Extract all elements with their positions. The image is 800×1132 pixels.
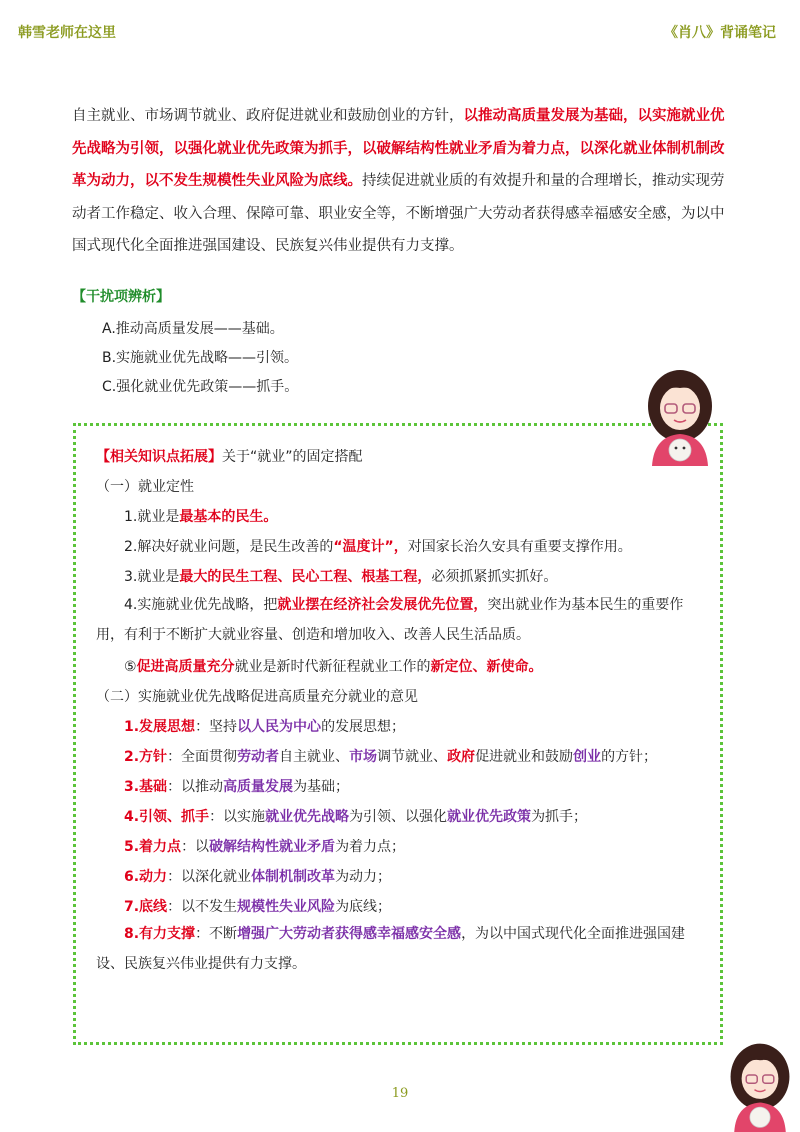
- distractor-option-b: B.实施就业优先战略——引领。: [102, 350, 299, 366]
- fact-3-highlight: 最大的民生工程、民心工程、根基工程，: [179, 569, 432, 585]
- opinion-7-label: 7.底线: [124, 899, 168, 915]
- fact-2-text-end: 对国家长治久安具有重要支撑作用。: [407, 539, 632, 555]
- opinion-7-key: 规模性失业风险: [237, 899, 336, 915]
- fact-1-text: 1.就业是: [124, 509, 180, 525]
- opinion-2-text-5: 的方针；: [601, 749, 658, 765]
- section-1-heading: （一）就业定性: [96, 479, 194, 495]
- opinion-8-label: 8.有力支撑: [124, 926, 196, 942]
- box-tag: 【相关知识点拓展】: [96, 449, 222, 465]
- opinion-2-key-3: 政府: [447, 749, 476, 765]
- opinion-4-text-3: 为抓手；: [531, 809, 588, 825]
- opinion-8: [96, 919, 708, 979]
- header-right-title: 《肖八》背诵笔记: [664, 25, 776, 41]
- teacher-avatar-icon: [640, 366, 720, 466]
- intro-text-1: 自主就业、市场调节就业、政府促进就业和鼓励创业的方针，: [72, 108, 464, 124]
- fact-3-text: 3.就业是: [124, 569, 180, 585]
- header-left-title: 韩雪老师在这里: [18, 25, 116, 41]
- fact-4: [96, 590, 708, 650]
- fact-4-highlight: 就业摆在经济社会发展优先位置，: [277, 597, 488, 613]
- opinion-7-text: ：以不发生: [167, 899, 238, 915]
- opinion-7-text-end: 为底线；: [335, 899, 392, 915]
- fact-1-highlight: 最基本的民生。: [179, 509, 278, 525]
- fact-1: [124, 506, 277, 526]
- opinion-8-key: 增强广大劳动者获得感幸福感安全感: [237, 926, 462, 942]
- intro-text-2: 持续促进就业质的有效提升和量的合理增长，推动实现劳动者工作稳定、收入合理、保障可靠、职业安全等，不断增强广大劳动者获得感幸福感安全感，为以中国式现代化全面推进强国建设、民族复兴伟业提供有力支撑。: [72, 173, 725, 254]
- fact-5-highlight-1: 促进高质量充分: [136, 659, 235, 675]
- fact-5: [124, 656, 543, 676]
- box-title: [96, 446, 363, 466]
- fact-5-number: ⑤: [124, 659, 137, 675]
- distractor-option-a: A.推动高质量发展——基础。: [102, 321, 284, 337]
- intro-highlight: 以推动高质量发展为基础，以实施就业优先战略为引领，以强化就业优先政策为抓手，以破解结构性就业矛盾为着力点，以深化就业体制机制改革为动力，以不发生规模性失业风险为底线。: [72, 108, 725, 189]
- distractor-title: 【干扰项辨析】: [72, 289, 170, 305]
- opinion-6-key: 体制机制改革: [251, 869, 336, 885]
- intro-paragraph: [72, 100, 738, 263]
- opinion-1-key: 以人民为中心: [237, 719, 322, 735]
- page-number: 19: [391, 1086, 409, 1101]
- opinion-5-text: ：以: [181, 839, 210, 855]
- opinion-6-text: ：以深化就业: [167, 869, 252, 885]
- opinion-4: [124, 806, 587, 826]
- fact-4-text-end: 突出就业作为基本民生的重要作用，有利于不断扩大就业容量、创造和增加收入、改善人民生活品质。: [96, 597, 684, 643]
- section-2-heading: （二）实施就业优先战略促进高质量充分就业的意见: [96, 689, 418, 705]
- opinion-3-text-end: 为基础；: [293, 779, 350, 795]
- opinion-7: [124, 896, 391, 916]
- opinion-6-label: 6.动力: [124, 869, 168, 885]
- opinion-2-label: 2.方针: [124, 749, 168, 765]
- opinion-1-text-end: 的发展思想；: [321, 719, 406, 735]
- opinion-4-text-2: 为引领、以强化: [349, 809, 448, 825]
- opinion-8-text: ：不断: [195, 926, 238, 942]
- opinion-6-text-end: 为动力；: [335, 869, 392, 885]
- box-title-rest: 关于“就业”的固定搭配: [222, 449, 363, 465]
- opinion-4-key-1: 就业优先战略: [265, 809, 350, 825]
- distractor-option-c: C.强化就业优先政策——抓手。: [102, 379, 299, 395]
- opinion-3-key: 高质量发展: [223, 779, 294, 795]
- opinion-5-text-end: 为着力点；: [335, 839, 406, 855]
- fact-2-text: 2.解决好就业问题，是民生改善的: [124, 539, 334, 555]
- opinion-1-label: 1.发展思想: [124, 719, 196, 735]
- fact-2: [124, 536, 632, 556]
- opinion-4-label: 4.引领、抓手: [124, 809, 210, 825]
- opinion-5-key: 破解结构性就业矛盾: [209, 839, 336, 855]
- opinion-2-key-1: 劳动者: [237, 749, 280, 765]
- opinion-2-text-1: ：全面贯彻: [167, 749, 238, 765]
- opinion-2-key-4: 创业: [573, 749, 602, 765]
- fact-3: [124, 566, 557, 586]
- fact-3-text-end: 必须抓紧抓实抓好。: [431, 569, 558, 585]
- fact-2-highlight: “温度计”，: [333, 539, 408, 555]
- opinion-2: [124, 746, 657, 766]
- opinion-2-text-4: 促进就业和鼓励: [475, 749, 574, 765]
- fact-4-text: 4.实施就业优先战略，把: [124, 597, 278, 613]
- opinion-3: [124, 776, 349, 796]
- opinion-8-text-end: ，为以中国式现代化全面推进强国建设、民族复兴伟业提供有力支撑。: [96, 926, 686, 972]
- opinion-5: [124, 836, 405, 856]
- opinion-1: [124, 716, 405, 736]
- opinion-2-key-2: 市场: [349, 749, 378, 765]
- fact-5-highlight-2: 新定位、新使命。: [430, 659, 543, 675]
- opinion-4-key-2: 就业优先政策: [447, 809, 532, 825]
- opinion-6: [124, 866, 391, 886]
- opinion-4-text-1: ：以实施: [209, 809, 266, 825]
- opinion-2-text-3: 调节就业、: [377, 749, 448, 765]
- opinion-3-text: ：以推动: [167, 779, 224, 795]
- opinion-2-text-2: 自主就业、: [279, 749, 350, 765]
- fact-5-text: 就业是新时代新征程就业工作的: [234, 659, 431, 675]
- opinion-1-text: ：坚持: [195, 719, 238, 735]
- opinion-5-label: 5.着力点: [124, 839, 182, 855]
- opinion-3-label: 3.基础: [124, 779, 168, 795]
